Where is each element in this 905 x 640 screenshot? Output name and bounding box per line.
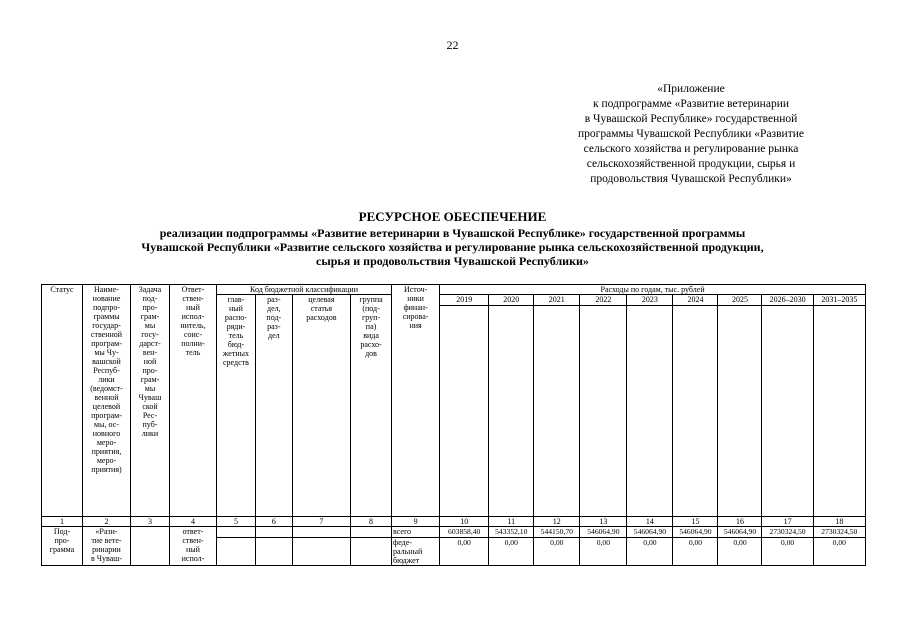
year-spacer [813,306,865,517]
appendix-line: программы Чувашской Республики «Развитие [578,128,804,140]
header-expense-group: группа (под- груп- па) вида расхо- дов [351,295,392,517]
year-spacer [534,306,580,517]
column-number: 4 [169,517,216,527]
year-spacer [673,306,718,517]
year-spacer [489,306,534,517]
amount-cell: 546064,90 [627,527,673,538]
row-target-article [292,538,350,566]
column-number: 5 [217,517,256,527]
column-number: 9 [392,517,440,527]
amount-cell: 546064,90 [718,527,762,538]
amount-cell: 0,00 [673,538,718,566]
year-spacer [762,306,813,517]
row-target-article [292,527,350,538]
header-year: 2031–2035 [813,295,865,306]
subtitle-line: сырья и продовольствия Чувашской Республики» [316,254,589,268]
row-name: «Рази- тие ветe- ринарии в Чуваш- [82,527,130,566]
column-number: 11 [489,517,534,527]
column-number: 14 [627,517,673,527]
row-status: Под- про- грамма [42,527,83,566]
amount-cell: 0,00 [534,538,580,566]
column-number: 13 [580,517,627,527]
header-main-admin: глав- ный распо- ряди- тель бюд- жетных средств [217,295,256,517]
amount-cell: 544150,70 [534,527,580,538]
column-number: 1 [42,517,83,527]
resource-table [41,284,866,566]
row-main-admin [217,527,256,538]
header-year: 2023 [627,295,673,306]
amount-cell: 0,00 [718,538,762,566]
amount-cell: 0,00 [762,538,813,566]
amount-cell: 546064,90 [580,527,627,538]
header-task: Задача под- про- грам- мы госу- дарст- вен- ной про- грам- мы Чуваш ской Рес- пуб- лики [131,285,170,517]
appendix-line: «Приложение [657,83,725,95]
header-year: 2019 [440,295,489,306]
appendix-note [551,82,831,187]
year-spacer [440,306,489,517]
header-expenses: Расходы по годам, тыс. рублей [440,285,866,295]
row-executor: ответ- ствен- ный испол- [169,527,216,566]
subtitle-line: реализации подпрограммы «Развитие ветеринарии в Чувашской Республике» государственной программы [159,226,746,240]
page-number: 22 [446,38,459,52]
amount-cell: 0,00 [489,538,534,566]
source-label: феде- ральный бюджет [392,538,440,566]
header-year: 2021 [534,295,580,306]
appendix-line: продовольствия Чувашской Республики» [590,173,792,185]
column-number: 8 [351,517,392,527]
row-task [131,527,170,566]
column-number: 18 [813,517,865,527]
column-number: 6 [255,517,292,527]
amount-cell: 0,00 [580,538,627,566]
amount-cell: 0,00 [627,538,673,566]
header-year: 2022 [580,295,627,306]
year-spacer [580,306,627,517]
row-section [255,527,292,538]
header-year: 2020 [489,295,534,306]
header-budget-code: Код бюджетной классификации [217,285,392,295]
header-status: Статус [42,285,83,517]
header-target-article: целевая статья расходов [292,295,350,517]
amount-cell: 603858,40 [440,527,489,538]
column-number: 3 [131,517,170,527]
column-number: 17 [762,517,813,527]
appendix-line: сельского хозяйства и регулирование рынка [583,143,799,155]
row-main-admin [217,538,256,566]
year-spacer [627,306,673,517]
document-title: РЕСУРСНОЕ ОБЕСПЕЧЕНИЕ [358,209,547,224]
appendix-line: в Чувашской Республике» государственной [584,113,798,125]
column-number: 15 [673,517,718,527]
subtitle-line: Чувашской Республики «Развитие сельского хозяйства и регулирование рынка сельскохозяйственной продукции, [141,240,764,254]
amount-cell: 0,00 [813,538,865,566]
column-number: 10 [440,517,489,527]
header-executor: Ответ- ствен- ный испол- нитель, соис- полни- тель [169,285,216,517]
row-expense-group [351,527,392,538]
amount-cell: 0,00 [440,538,489,566]
year-spacer [718,306,762,517]
header-year: 2025 [718,295,762,306]
amount-cell: 543352,10 [489,527,534,538]
appendix-line: сельскохозяйственной продукции, сырья и [586,158,796,170]
amount-cell: 546064,90 [673,527,718,538]
appendix-line: к подпрограмме «Развитие ветеринарии [593,98,789,110]
header-year: 2026–2030 [762,295,813,306]
header-source: Источ- ники финан- сирова- ния [392,285,440,517]
column-number: 16 [718,517,762,527]
source-label: всего [392,527,440,538]
header-name: Наиме- нование подпро- граммы государ- ственной програм- мы Чу- вашской Респуб- лики (ведомст- венной целевой програм- мы, ос- новного меро- приятия, меро- приятия) [82,285,130,517]
header-year: 2024 [673,295,718,306]
column-number: 12 [534,517,580,527]
column-number: 2 [82,517,130,527]
document-subtitle [40,226,865,268]
column-number: 7 [292,517,350,527]
row-expense-group [351,538,392,566]
header-section: раз- дел, под- раз- дел [255,295,292,517]
amount-cell: 2730324,50 [762,527,813,538]
amount-cell: 2730324,50 [813,527,865,538]
row-section [255,538,292,566]
